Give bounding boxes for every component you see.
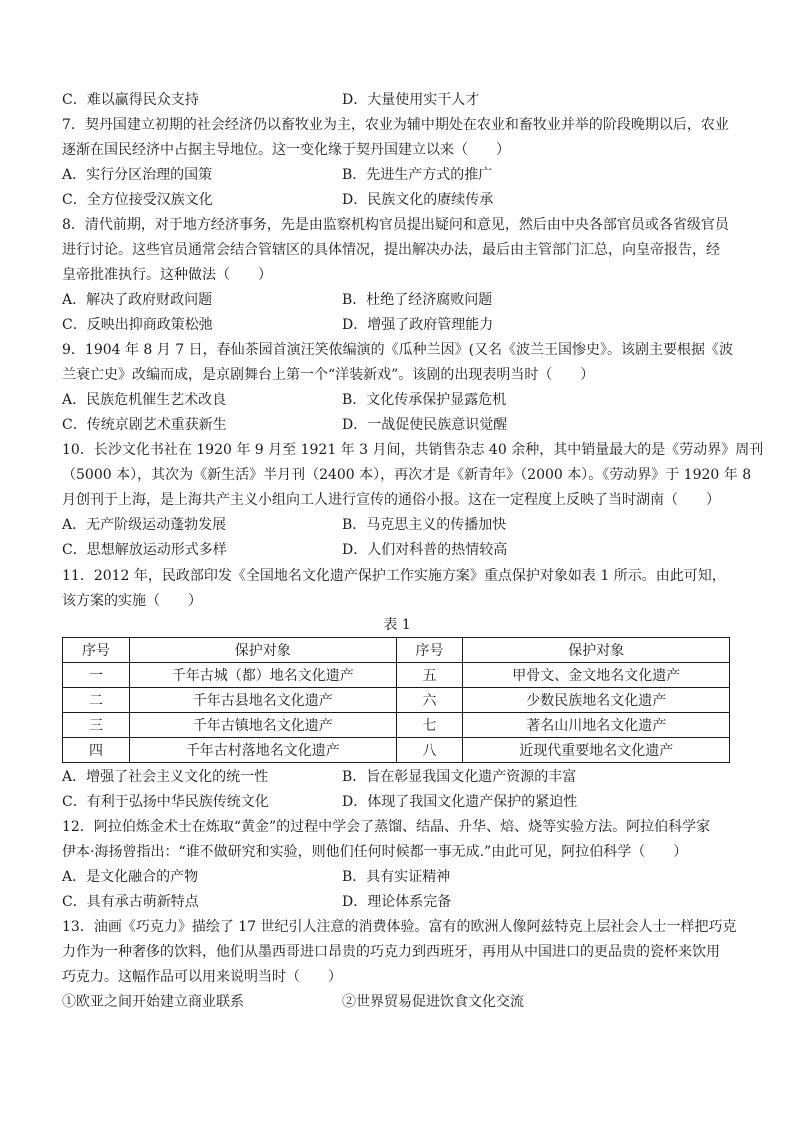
- table-cell: 四: [63, 738, 130, 763]
- q8-option-d: D．增强了政府管理能力: [342, 317, 494, 333]
- q13-item-2: ②世界贸易促进饮食文化交流: [342, 994, 524, 1010]
- q12-option-d: D．理论体系完备: [342, 894, 452, 910]
- table-row: [63, 688, 730, 713]
- table-cell: 少数民族地名文化遗产: [463, 688, 730, 713]
- table-header-cell: 序号: [396, 638, 463, 663]
- q8-stem-line2: 进行讨论。这些官员通常会结合管辖区的具体情况，提出解决办法，最后由主管部门汇总，向皇帝报告，经: [62, 242, 720, 258]
- q7-stem-line2: 逐渐在国民经济中占据主导地位。这一变化缘于契丹国建立以来（ ）: [62, 142, 510, 158]
- q10-stem-line3: 月创刊于上海，是上海共产主义小组向工人进行宣传的通俗小报。这在一定程度上反映了当时湖南（ ）: [62, 492, 720, 508]
- q12-option-c: C．具有承古萌新特点: [62, 894, 199, 910]
- heritage-table: [62, 637, 730, 763]
- q6-option-c: C．难以赢得民众支持: [62, 92, 199, 108]
- q11-option-b: B．旨在彰显我国文化遗产资源的丰富: [342, 769, 577, 785]
- q9-option-a: A．民族危机催生艺术改良: [62, 392, 227, 408]
- table-cell: 甲骨文、金文地名文化遗产: [463, 663, 730, 688]
- q9-option-c: C．传统京剧艺术重获新生: [62, 417, 227, 433]
- q13-item-1: ①欧亚之间开始建立商业联系: [62, 994, 244, 1010]
- q11-option-d: D．体现了我国文化遗产保护的紧迫性: [342, 794, 578, 810]
- table-cell: 千年古城（都）地名文化遗产: [129, 663, 396, 688]
- q10-option-a: A．无产阶级运动蓬勃发展: [62, 517, 227, 533]
- q11-stem-line2: 该方案的实施（ ）: [62, 593, 202, 609]
- table-cell: 近现代重要地名文化遗产: [463, 738, 730, 763]
- q10-option-c: C．思想解放运动形式多样: [62, 542, 227, 558]
- table-header-cell: 保护对象: [129, 638, 396, 663]
- q8-option-b: B．杜绝了经济腐败问题: [342, 292, 493, 308]
- q7-option-c: C．全方位接受汉族文化: [62, 192, 213, 208]
- q12-stem-line2: 伊本·海扬曾指出：“谁不做研究和实验，则他们任何时候都一事无成.”由此可见，阿拉伯科学（ ）: [62, 844, 688, 860]
- q8-stem-line1: 8．清代前期，对于地方经济事务，先是由监察机构官员提出疑问和意见，然后由中央各部官员或各省级官员: [62, 217, 729, 233]
- q8-stem-line3: 皇帝批准执行。这种做法（ ）: [62, 267, 272, 283]
- table-row: [63, 713, 730, 738]
- q8-option-a: A．解决了政府财政问题: [62, 292, 213, 308]
- q7-stem-line1: 7．契丹国建立初期的社会经济仍以畜牧业为主，农业为辅中期处在农业和畜牧业并举的阶段晚期以后，农业: [62, 117, 729, 133]
- q9-stem-line1: 9．1904 年 8 月 7 日，春仙茶园首演汪笑侬编演的《瓜种兰因》(又名《波兰王国惨史》。该剧主要根据《波: [62, 342, 734, 358]
- q13-stem-line3: 巧克力。这幅作品可以用来说明当时（ ）: [62, 969, 342, 985]
- table-caption: 表 1: [383, 617, 411, 633]
- q9-stem-line2: 兰衰亡史》改编而成，是京剧舞台上第一个“洋装新戏”。该剧的出现表明当时（ ）: [62, 367, 595, 383]
- table-cell: 三: [63, 713, 130, 738]
- q13-stem-line1: 13．油画《巧克力》描绘了 17 世纪引人注意的消费体验。富有的欧洲人像阿兹特克上层社会人士一样把巧克: [62, 919, 737, 935]
- table-cell: 五: [396, 663, 463, 688]
- table-cell: 千年古镇地名文化遗产: [129, 713, 396, 738]
- q11-option-c: C．有利于弘扬中华民族传统文化: [62, 794, 269, 810]
- q10-stem-line1: 10．长沙文化书社在 1920 年 9 月至 1921 年 3 月间，共销售杂志 40 余种，其中销量最大的是《劳动界》周刊: [62, 442, 764, 458]
- q8-option-c: C．反映出抑商政策松弛: [62, 317, 213, 333]
- table-cell: 著名山川地名文化遗产: [463, 713, 730, 738]
- table-cell: 七: [396, 713, 463, 738]
- table-row: [63, 663, 730, 688]
- table-header-cell: 序号: [63, 638, 130, 663]
- q9-option-b: B．文化传承保护显露危机: [342, 392, 507, 408]
- table-cell: 千年古村落地名文化遗产: [129, 738, 396, 763]
- q7-option-b: B．先进生产方式的推广: [342, 167, 493, 183]
- table-row: [63, 738, 730, 763]
- q10-option-d: D．人们对科普的热情较高: [342, 542, 508, 558]
- q10-stem-line2: （5000 本），其次为《新生活》半月刊（2400 本），再次才是《新青年》（2000 本）。《劳动界》于 1920 年 8: [62, 467, 752, 483]
- table-cell: 二: [63, 688, 130, 713]
- q11-stem-line1: 11．2012 年，民政部印发《全国地名文化遗产保护工作实施方案》重点保护对象如表 1 所示。由此可知，: [62, 568, 726, 584]
- table-cell: 千年古县地名文化遗产: [129, 688, 396, 713]
- q6-option-d: D．大量使用实干人才: [342, 92, 480, 108]
- q10-option-b: B．马克思主义的传播加快: [342, 517, 507, 533]
- table-cell: 八: [396, 738, 463, 763]
- table-cell: 一: [63, 663, 130, 688]
- q12-option-a: A．是文化融合的产物: [62, 869, 199, 885]
- q13-stem-line2: 力作为一种奢侈的饮料，他们从墨西哥进口昂贵的巧克力到西班牙，再用从中国进口的更品贵的瓷杯来饮用: [62, 944, 720, 960]
- q9-option-d: D．一战促使民族意识觉醒: [342, 417, 508, 433]
- q7-option-d: D．民族文化的赓续传承: [342, 192, 494, 208]
- table-header-row: [63, 638, 730, 663]
- q11-option-a: A．增强了社会主义文化的统一性: [62, 769, 269, 785]
- q7-option-a: A．实行分区治理的国策: [62, 167, 213, 183]
- q12-stem-line1: 12．阿拉伯炼金术士在炼取“黄金”的过程中学会了蒸馏、结晶、升华、焙、烧等实验方法。阿拉伯科学家: [62, 819, 711, 835]
- table-header-cell: 保护对象: [463, 638, 730, 663]
- q12-option-b: B．具有实证精神: [342, 869, 451, 885]
- table-cell: 六: [396, 688, 463, 713]
